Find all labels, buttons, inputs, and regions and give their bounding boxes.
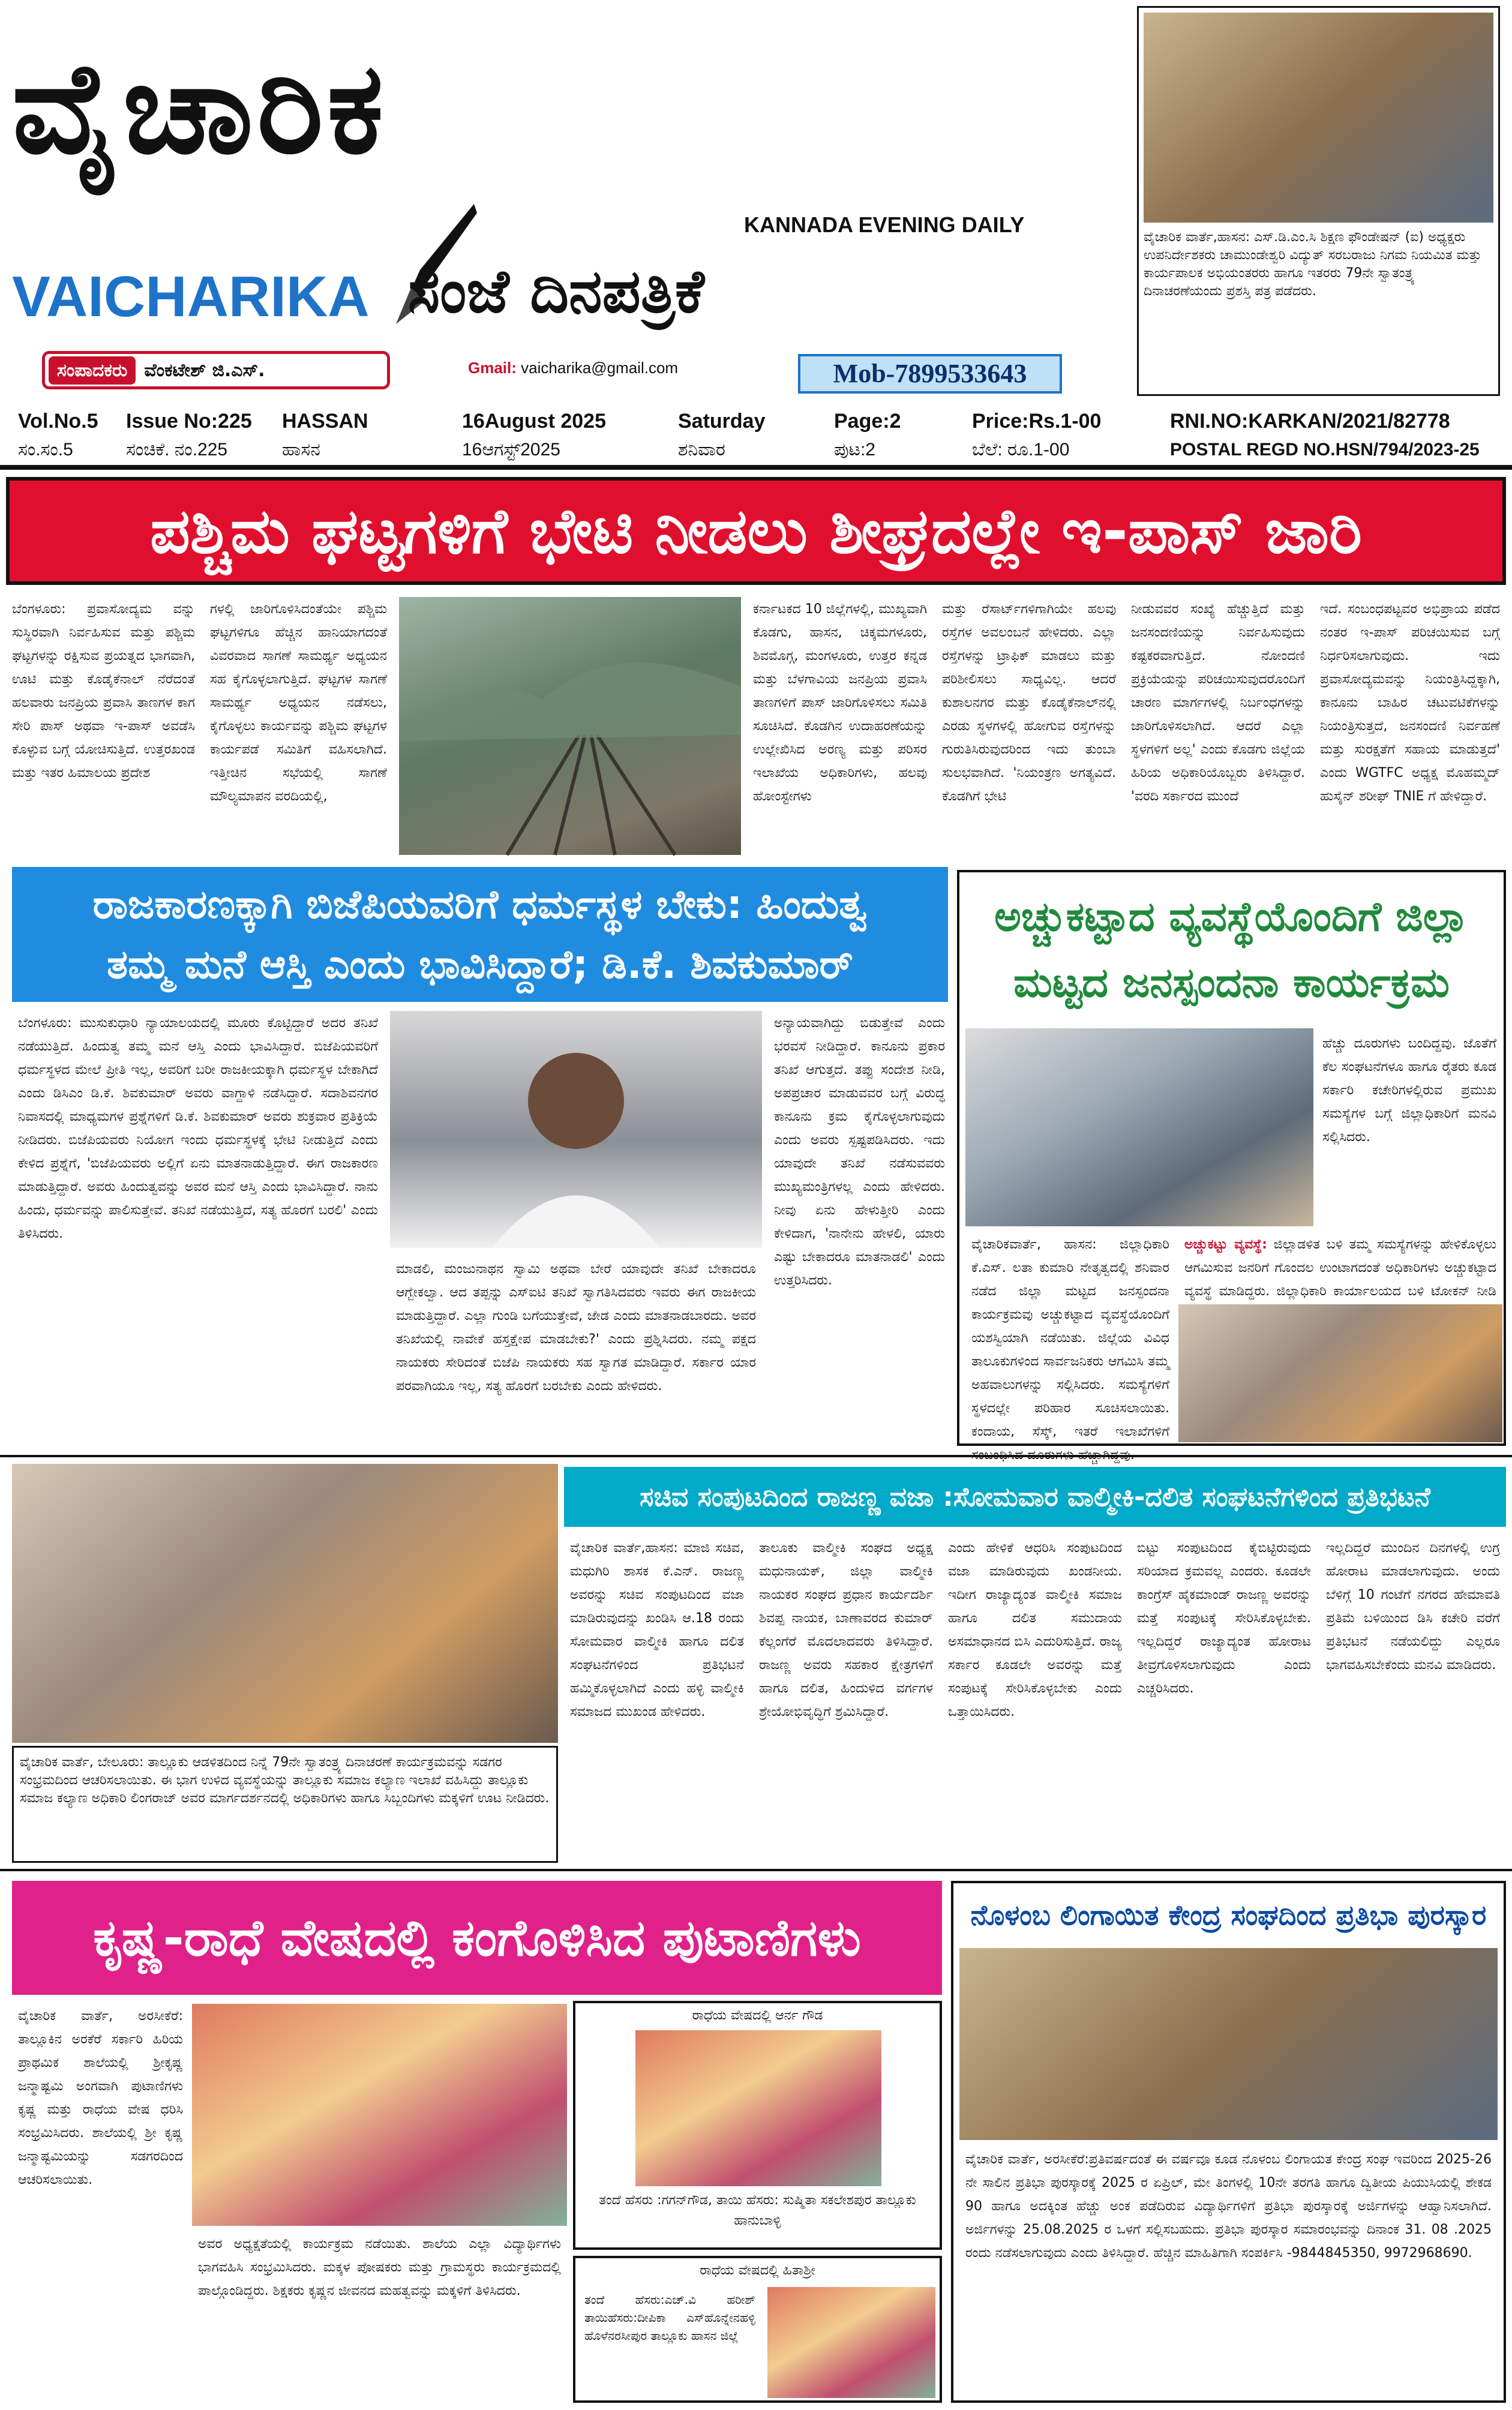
radha-photo2: [767, 2287, 935, 2398]
price-kn: ಬೆಲೆ: ರೂ.1-00: [972, 440, 1070, 460]
article3-body-lead: ವೈಚಾರಿಕವಾರ್ತೆ, ಹಾಸನ: ಜಿಲ್ಲಾಧಿಕಾರಿ ಕೆ.ಎಸ್. ಲತಾ ಕುಮಾರಿ ನೇತೃತ್ವದಲ್ಲಿ ಶನಿವಾರ ನಡೆದ ಜಿಲ್ಲಾ ಮಟ್ಟದ ಜನಸ್ಪಂದನಾ ಕಾರ್ಯಕ್ರಮವು ಅಚ್ಚುಕಟ್ಟಾದ ವ್ಯವಸ್ಥೆಯೊಂದಿಗೆ ಯಶಸ್ವಿಯಾಗಿ ನಡೆಯಿತು. ಜಿಲ್ಲೆಯ ವಿವಿಧ ತಾಲೂಕುಗಳಿಂದ ಸಾರ್ವಜನಿಕರು ಆಗಮಿಸಿ ತಮ್ಮ ಅಹವಾಲುಗಳನ್ನು ಸಲ್ಲಿಸಿದರು. ಸಮಸ್ಯೆಗಳಿಗೆ ಸ್ಥಳದಲ್ಲೇ ಪರಿಹಾರ ಸೂಚಿಸಲಾಯಿತು. ಕಂದಾಯ, ಸೆಸ್ಕ್, ಇತರೆ ಇಲಾಖೆಗಳಿಗೆ: [971, 1237, 1169, 1439]
jana-spandana-hall-photo: [965, 1028, 1313, 1226]
vol-no-kn: ಸಂ.ಸಂ.5: [18, 440, 73, 460]
tagline: KANNADA EVENING DAILY: [744, 212, 1025, 237]
issue-day-kn: ಶನಿವಾರ: [678, 440, 725, 460]
info-bar: [18, 408, 1494, 434]
article3-box: [957, 870, 1506, 1446]
article4-caption: ವೈಚಾರಿಕ ವಾರ್ತೆ, ಬೇಲೂರು: ತಾಲ್ಲೂಕು ಆಡಳಿತದಿಂದ ನಿನ್ನೆ 79ನೇ ಸ್ವಾತಂತ್ರ್ಯ ದಿನಾಚರಣೆ ಕಾರ್ಯಕ್ರಮವನ್ನು ಸಡಗರ ಸಂಭ್ರಮದಿಂದ ಆಚರಿಸಲಾಯಿತು. ಈ ಭಾಗ ಉಳಿದ ವ್ಯವಸ್ಥೆಯನ್ನು ತಾಲ್ಲೂಕು ಸಮಾಜ ಕಲ್ಯಾಣ ಇಲಾಖೆ ವಹಿಸಿದ್ದು ತಾಲ್ಲೂಕು ಸಮಾಜ ಕಲ್ಯಾಣ ಅಧಿಕಾರಿ ಲಿಂಗರಾಜ್ ಅವರ ಮಾರ್ಗದರ್ಶನದಲ್ಲಿ ಅಧಿಕಾರಿಗಳು ಹಾಗೂ ಸಿಬ್ಬಂದಿಗಳು ಮಕ್ಕಳಿಗೆ ಊಟ ನೀಡಿದರು.: [12, 1746, 558, 1863]
article5-headline-text: ಸಚಿವ ಸಂಪುಟದಿಂದ ರಾಜಣ್ಣ ವಜಾ :ಸೋಮವಾರ ವಾಲ್ಮೀಕಿ-ದಲಿತ ಸಂಘಟನೆಗಳಿಂದ ಪ್ರತಿಭಟನೆ: [640, 1481, 1430, 1512]
article1-headline: [6, 477, 1506, 585]
email-line: [468, 359, 756, 383]
article3-body-2: [1178, 1229, 1502, 1301]
award-meeting-photo: [959, 1948, 1498, 2140]
article5-col3: ಎಂದು ಹೇಳಿಕೆ ಆಧರಿಸಿ ಸಂಪುಟದಿಂದ ವಜಾ ಮಾಡಿರುವುದು ಖಂಡನೀಯ. ಇದೀಗ ರಾಜ್ಯಾದ್ಯಂತ ವಾಲ್ಮೀಕಿ ಸಮಾಜ ಹಾಗೂ ದಲಿತ ಸಮುದಾಯ ಅಸಮಾಧಾನದ ಬಿಸಿ ಎದುರಿಸುತ್ತಿದೆ. ರಾಜ್ಯ ಸರ್ಕಾರ ಕೂಡಲೇ ಅವರನ್ನು ಮತ್ತೆ ಸಂಪುಟಕ್ಕೆ ಸೇರಿಸಿಕೊಳ್ಳಬೇಕು ಎಂದು ಒತ್ತಾಯಿಸಿದರು.: [948, 1541, 1122, 1719]
issue-no: Issue No:225: [126, 410, 252, 433]
article6-headline-text: ಕೃಷ್ಣ-ರಾಧೆ ವೇಷದಲ್ಲಿ ಕಂಗೊಳಿಸಿದ ಪುಟಾಣಿಗಳು: [93, 1908, 861, 1967]
article2-headline-line2: ತಮ್ಮ ಮನೆ ಆಸ್ತಿ ಎಂದು ಭಾವಿಸಿದ್ದಾರೆ; ಡಿ.ಕೆ. ಶಿವಕುಮಾರ್: [107, 941, 853, 988]
article7-headline-text: ನೊಳಂಬ ಲಿಂಗಾಯಿತ ಕೇಂದ್ರ ಸಂಘದಿಂದ ಪ್ರತಿಭಾ ಪುರಸ್ಕಾರ: [970, 1899, 1487, 1931]
article5-headline: [564, 1467, 1506, 1527]
radha-photo2-caption: ರಾಧೆಯ ವೇಷದಲ್ಲಿ ಹಿತಾಶ್ರೀ: [700, 2263, 815, 2278]
price: Price:Rs.1-00: [972, 410, 1102, 433]
public-gathering-photo: [1178, 1304, 1502, 1442]
masthead-subtitle: ಸಂಜೆ ದಿನಪತ್ರಿಕೆ: [408, 256, 704, 326]
article6-headline: [12, 1881, 942, 1995]
editor-name: ವೆಂಕಟೇಶ್ ಜಿ.ಎಸ್.: [144, 359, 265, 381]
issue-date-kn: 16ಆಗಸ್ಟ್2025: [462, 440, 560, 460]
article3-body: [965, 1229, 1175, 1442]
city: HASSAN: [282, 410, 368, 433]
article7-headline: [958, 1888, 1499, 1943]
article1-col5: ನೀಡುವವರ ಸಂಖ್ಯೆ ಹೆಚ್ಚುತ್ತಿದೆ ಮತ್ತು ಜನಸಂದಣಿಯನ್ನು ನಿರ್ವಹಿಸುವುದು ಕಷ್ಟಕರವಾಗುತ್ತಿದೆ. ನೋಂದಣಿ ಪ್ರಕ್ರಿಯೆಯನ್ನು ಪರಿಚಯಿಸುವುದರೊಂದಿಗೆ ಚಾರಣ ಮಾರ್ಗಗಳಲ್ಲಿ ನಿರ್ಬಂಧಗಳನ್ನು ಜಾರಿಗೊಳಿಸಲಾಗಿದೆ. ಆದರೆ ಎಲ್ಲಾ ಸ್ಥಳಗಳಿಗೆ ಅಲ್ಲ' ಎಂದು ಕೊಡಗು ಜಿಲ್ಲೆಯ ಹಿರಿಯ ಅಧಿಕಾರಿಯೊಬ್ಬರು ತಿಳಿಸಿದ್ದಾರೆ. 'ವರದಿ ಸರ್ಕಾರದ ಮುಂದೆ: [1131, 602, 1305, 804]
lower-divider: [0, 1869, 1512, 1871]
info-bar-kannada: [18, 437, 1494, 463]
article3-side-text: ಹೆಚ್ಚು ದೂರುಗಳು ಬಂದಿದ್ದವು. ಜೊತೆಗೆ ಕೆಲ ಸಂಘಟನೆಗಳೂ ಹಾಗೂ ರೈತರು ಕೂಡ ಸರ್ಕಾರಿ ಕಚೇರಿಗಳಲ್ಲಿರುವ ಪ್ರಮುಖ ಸಮಸ್ಯೆಗಳ ಬಗ್ಗೆ ಜಿಲ್ಲಾಧಿಕಾರಿಗೆ ಮನವಿ ಸಲ್ಲಿಸಿದರು.: [1322, 1036, 1496, 1145]
dk-shivakumar-photo: [390, 1011, 762, 1248]
article5-col5: ಇಲ್ಲದಿದ್ದರೆ ಮುಂದಿನ ದಿನಗಳಲ್ಲಿ ಉಗ್ರ ಹೋರಾಟ ಮಾಡಲಾಗುವುದು. ಅಂದು ಬೆಳಿಗ್ಗೆ 10 ಗಂಟೆಗೆ ನಗರದ ಹೇಮಾವತಿ ಪ್ರತಿಮೆ ಬಳಿಯಿಂದ ಡಿಸಿ ಕಚೇರಿ ವರೆಗೆ ಪ್ರತಿಭಟನೆ ನಡೆಯಲಿದ್ದು ಎಲ್ಲರೂ ಭಾಗವಹಿಸಬೇಕೆಂದು ಮನವಿ ಮಾಡಿದರು.: [1326, 1541, 1500, 1673]
railway-mountain-photo: [399, 597, 741, 855]
page-no-kn: ಪುಟ:2: [834, 440, 876, 460]
article1-col2: ಗಳಲ್ಲಿ ಜಾರಿಗೊಳಿಸಿದಂತೆಯೇ ಪಶ್ಚಿಮ ಘಟ್ಟಗಳಿಗೂ ಹೆಚ್ಚಿನ ಹಾನಿಯಾಗದಂತೆ ವಿವರವಾದ ಸಾಗಣೆ ಸಾಮರ್ಥ್ಯ ಅಧ್ಯಯನ ಸಹ ಕೈಗೊಳ್ಳಲಾಗುತ್ತಿದೆ. ಘಟ್ಟಗಳ ಸಾಗಣೆ ಸಾಮರ್ಥ್ಯ ಅಧ್ಯಯನ ನಡೆಸಲು, ಕೈಗೊಳ್ಳಲು ಕಾರ್ಯವನ್ನು ಪಶ್ಚಿಮ ಘಟ್ಟಗಳ ಕಾರ್ಯಪಡೆ ಸಮಿತಿಗೆ ವಹಿಸಲಾಗಿದೆ. ಇತ್ತೀಚಿನ ಸಭೆಯಲ್ಲಿ ಸಾಗಣೆ ಮೌಲ್ಯಮಾಪನ ವರದಿಯಲ್ಲಿ,: [210, 602, 387, 804]
radha-photo1: [635, 2030, 881, 2186]
article1-col1: ಬೆಂಗಳೂರು: ಪ್ರವಾಸೋದ್ಯಮ ವನ್ನು ಸುಸ್ಥಿರವಾಗಿ ನಿರ್ವಹಿಸುವ ಮತ್ತು ಪಶ್ಚಿಮ ಘಟ್ಟಗಳನ್ನು ರಕ್ಷಿಸುವ ಪ್ರಯತ್ನದ ಭಾಗವಾಗಿ, ಊಟಿ ಮತ್ತು ಕೊಡೈಕೆನಾಲ್ ನೆರೆದಂತೆ ಹಲವಾರು ಜನಪ್ರಿಯ ಪ್ರವಾಸಿ ತಾಣಗಳ ಕಾಗ ಸೇರಿ ಪಾಸ್ ಅಥವಾ ಇ-ಪಾಸ್ ಅವಡೆಸಿ ಕೊಳ್ಳುವ ಬಗ್ಗೆ ಯೋಚಿಸುತ್ತಿದೆ. ಉತ್ತರಖಂಡ ಮತ್ತು ಇತರ ಹಿಮಾಲಯ ಪ್ರದೇಶ: [12, 602, 195, 781]
article3-headline-line2: ಮಟ್ಟದ ಜನಸ್ಪಂದನಾ ಕಾರ್ಯಕ್ರಮ: [1013, 959, 1450, 1007]
mobile-number: Mob-7899533643: [798, 354, 1062, 394]
article6-col1: ವೈಚಾರಿಕ ವಾರ್ತೆ, ಅರಸೀಕೆರೆ: ತಾಲ್ಲೂಕಿನ ಅರಕೆರೆ ಸರ್ಕಾರಿ ಹಿರಿಯ ಪ್ರಾಥಮಿಕ ಶಾಲೆಯಲ್ಲಿ ಶ್ರೀಕೃಷ್ಣ ಜನ್ಮಾಷ್ಟಮಿ ಅಂಗವಾಗಿ ಪುಟಾಣಿಗಳು ಕೃಷ್ಣ ಮತ್ತು ರಾಧೆಯ ವೇಷ ಧರಿಸಿ ಸಂಭ್ರಮಿಸಿದರು. ಶಾಲೆಯಲ್ಲಿ ಶ್ರೀ ಕೃಷ್ಣ ಜನ್ಮಾಷ್ಟಮಿಯನ್ನು ಸಡಗರದಿಂದ ಆಚರಿಸಲಾಯಿತು.: [18, 2009, 183, 2187]
middle-divider: [0, 1455, 1512, 1457]
issue-day: Saturday: [678, 410, 766, 433]
radha-photo1-box: [573, 2001, 942, 2250]
article1-col4: ಮತ್ತು ರೆಸಾರ್ಟ್‌ಗಳಿಗಾಗಿಯೇ ಹಲವು ರಸ್ತೆಗಳ ಅವಲಂಬನೆ ಹೇಳಿದರು. ಎಲ್ಲಾ ರಸ್ತೆಗಳನ್ನು ಟ್ರಾಫಿಕ್ ಮಾಡಲು ಮತ್ತು ಪರಿಶೀಲಿಸಲು ಸಾಧ್ಯವಿಲ್ಲ. ಆದರೆ ಕುಶಾಲನಗರ ಮತ್ತು ಕೊಡೈಕೆನಾಲ್‌ನಲ್ಲಿ ಎರಡು ಸ್ಥಳಗಳಲ್ಲಿ ಹೋಗುವ ರಸ್ತೆಗಳನ್ನು ಗುರುತಿಸಿರುವುದರಿಂದ ಇದು ತುಂಬಾ ಸುಲಭವಾಗಿದೆ. 'ನಿಯಂತ್ರಣ ಅಗತ್ಯವಿದೆ. ಕೊಡಗಿಗೆ ಭೇಟಿ: [942, 602, 1116, 804]
article1-col3: ಕರ್ನಾಟಕದ 10 ಜಿಲ್ಲೆಗಳಲ್ಲಿ, ಮುಖ್ಯವಾಗಿ ಕೊಡಗು, ಹಾಸನ, ಚಿಕ್ಕಮಗಳೂರು, ಶಿವಮೊಗ್ಗ, ಮಂಗಳೂರು, ಉತ್ತರ ಕನ್ನಡ ಮತ್ತು ಬೆಳಗಾವಿಯ ಜನಪ್ರಿಯ ಪ್ರವಾಸಿ ತಾಣಗಳಿಗೆ ಪಾಸ್ ಜಾರಿಗೊಳಿಸಲು ಸಮಿತಿ ಸೂಚಿಸಿದೆ. ಕೊಡಗಿನ ಉದಾಹರಣೆಯನ್ನು ಉಲ್ಲೇಖಿಸಿದ ಅರಣ್ಯ ಮತ್ತು ಪರಿಸರ ಇಲಾಖೆಯ ಅಧಿಕಾರಿಗಳು, ಹಲವು ಹೋಂಸ್ಟೇಗಳು: [753, 602, 927, 804]
editor-box: [42, 351, 390, 389]
postal-reg: POSTAL REGD NO.HSN/794/2023-25: [1170, 440, 1480, 460]
article2-col1: ಬೆಂಗಳೂರು: ಮುಸುಕುಧಾರಿ ನ್ಯಾಯಾಲಯದಲ್ಲಿ ಮೂರು ಕೊಟ್ಟಿದ್ದಾರೆ ಅದರ ತನಿಖೆ ನಡೆಯುತ್ತಿದೆ. ಹಿಂದುತ್ವ ತಮ್ಮ ಮನೆ ಆಸ್ತಿ ಎಂದು ಭಾವಿಸಿದ್ದಾರೆ. ಬಿಜೆಪಿಯವರಿಗೆ ಧರ್ಮಸ್ಥಳದ ಮೇಲೆ ಪ್ರೀತಿ ಇಲ್ಲ, ಅವರಿಗೆ ಬರೀ ರಾಜಕೀಯಕ್ಕಾಗಿ ಧರ್ಮಸ್ಥಳ ಬೇಕಾಗಿದೆ ಎಂದು ಡಿಸಿಎಂ ಡಿ.ಕೆ. ಶಿವಕುಮಾರ್ ಅವರು ವಾಗ್ದಾಳಿ ನಡೆಸಿದ್ದಾರೆ. ಸದಾಶಿವನಗರ ನಿವಾಸದಲ್ಲಿ ಮಾಧ್ಯಮಗಳ ಪ್ರಶ್ನೆಗಳಿಗೆ ಡಿ.ಕೆ. ಶಿವಕುಮಾರ್ ಅವರು ಶುಕ್ರವಾರ ಪ್ರತಿಕ್ರಿಯೆ ನೀಡಿದರು. ಬಿಜೆಪಿಯವರು ನಿಯೋಗ ಇಂದು ಧರ್ಮಸ್ಥಳಕ್ಕೆ ಭೇಟಿ ನೀಡುತ್ತಿದೆ ಎಂದು ಕೇಳಿದ ಪ್ರಶ್ನೆಗೆ, 'ಬಿಜೆಪಿಯವರು ಅಲ್ಲಿಗೆ ಏನು ಮಾತನಾಡುತ್ತಿದ್ದಾರೆ. ಈಗ ರಾಜಕಾರಣ ಮಾಡುತ್ತಿದ್ದಾರೆ. ಅವರು ಹಿಂದುತ್ವವನ್ನು ಅವರ ಮನೆ ಆಸ್ತಿ ಎಂದು ಭಾವಿಸಿದ್ದಾರೆ. ನಾನು ಹಿಂದು, ಧರ್ಮವನ್ನು ಪಾಲಿಸುತ್ತೇವೆ. ತನಿಖೆ ನಡೆಯುತ್ತಿದೆ, ಸತ್ಯ ಹೊರಗೆ ಬರಲಿ' ಎಂದು ತಿಳಿಸಿದರು.: [18, 1016, 378, 1241]
header-divider: [0, 465, 1512, 470]
person-silhouette: [390, 1011, 762, 1248]
top-right-box: [1137, 6, 1500, 396]
radha-photo1-caption: ರಾಧೆಯ ವೇಷದಲ್ಲಿ ಆರ್ನ ಗೌಡ: [692, 2008, 823, 2023]
city-kn: ಹಾಸನ: [282, 440, 320, 460]
radha-photo1-parents: ತಂದೆ ಹೆಸರು :ಗಗನ್‌ಗೌಡ, ತಾಯಿ ಹೆಸರು: ಸುಷ್ಮಿತಾ ಸಕಲೇಶಪುರ ತಾಲ್ಲೂಕು ಹಾನುಬಾಳ್ಳಿ: [599, 2193, 916, 2228]
article2-col2: ಮಾಡಲಿ, ಮಂಜುನಾಥನ ಸ್ವಾಮಿ ಅಥವಾ ಬೇರೆ ಯಾವುದೇ ತನಿಖೆ ಬೇಕಾದರೂ ಆಗ್ಬೇಕಲ್ವಾ. ಆದ ತಪ್ಪನ್ನು ಎಸ್‌ಐಟಿ ತನಿಖೆ ಸ್ವಾಗತಿಸಿದವರು ಇವರು ಈಗ ರಾಜಕೀಯ ಮಾಡುತ್ತಿದ್ದಾರೆ. ಎಲ್ಲಾ ಗುಂಡಿ ಬಗೆಯುತ್ತೇವೆ, ಜೇಡ ಎಂದು ಮಾತನಾಡಬಾರದು. ಅವರ ತನಿಖೆಯಲ್ಲಿ ನಾವೇಕೆ ಹಸ್ತಕ್ಷೇಪ ಮಾಡಬೇಕು?' ಎಂದು ಪ್ರಶ್ನಿಸಿದರು. ನಮ್ಮ ಪಕ್ಷದ ನಾಯಕರು ಸೇರಿದಂತೆ ಬಿಜೆಪಿ ನಾಯಕರು ಸಹ ಸ್ವಾಗತ ಮಾಡಿದ್ದಾರೆ. ಸರ್ಕಾರ ಯಾರ ಪರವಾಗಿಯೂ ಇಲ್ಲ, ಸತ್ಯ ಹೊರಗೆ ಬರಬೇಕು ಎಂದು ಹೇಳಿದರು.: [396, 1262, 756, 1394]
radha-photo2-parents: ತಂದೆ ಹೆಸರು:ಎಚ್.ವಿ ಹರೀಶ್ ತಾಯಿಹೆಸರು:ದೀಪಿಕಾ ಎಸ್‌ಹೊನ್ನೇನಹಳ್ಳಿ ಹೊಳೆನರಸೀಪುರ ತಾಲ್ಲೂಕು ಹಾಸನ ಜಿಲ್ಲೆ: [584, 2292, 755, 2343]
english-name: VAICHARIKA: [12, 265, 370, 329]
article3-headline: [965, 878, 1498, 1022]
article5-col4: ಬಿಟ್ಟು ಸಂಪುಟದಿಂದ ಕೈಬಿಟ್ಟಿರುವುದು ಸರಿಯಾದ ಕ್ರಮವಲ್ಲ ಎಂದರು. ಕೂಡಲೇ ಕಾಂಗ್ರೆಸ್ ಹೈಕಮಾಂಡ್ ರಾಜಣ್ಣ ಅವರನ್ನು ಮತ್ತೆ ಸಂಪುಟಕ್ಕೆ ಸೇರಿಸಿಕೊಳ್ಳಬೇಕು. ಇಲ್ಲದಿದ್ದರೆ ರಾಜ್ಯಾದ್ಯಂತ ಹೋರಾಟ ತೀವ್ರಗೊಳಿಸಲಾಗುವುದು ಎಂದು ಎಚ್ಚರಿಸಿದರು.: [1137, 1541, 1311, 1696]
article5-col1: ವೈಚಾರಿಕ ವಾರ್ತೆ,ಹಾಸನ: ಮಾಜಿ ಸಚಿವ, ಮಧುಗಿರಿ ಶಾಸಕ ಕೆ.ಎನ್. ರಾಜಣ್ಣ ಅವರನ್ನು ಸಚಿವ ಸಂಪುಟದಿಂದ ವಜಾ ಮಾಡಿರುವುದನ್ನು ಖಂಡಿಸಿ ಆ.18 ರಂದು ಸೋಮವಾರ ವಾಲ್ಮೀಕಿ ಹಾಗೂ ದಲಿತ ಸಂಘಟನೆಗಳಿಂದ ಪ್ರತಿಭಟನೆ ಹಮ್ಮಿಕೊಳ್ಳಲಾಗಿದೆ ಎಂದು ಹಳ್ಳಿ ವಾಲ್ಮೀಕಿ ಸಮಾಜದ ಮುಖಂಡ ಹೇಳಿದರು.: [570, 1541, 744, 1719]
gmail-address[interactable]: vaicharika@gmail.com: [521, 359, 679, 377]
article2-headline: [12, 867, 948, 1002]
independence-day-photo: [12, 1464, 558, 1743]
article3-highlight: ಅಚ್ಚುಕಟ್ಟು ವ್ಯವಸ್ಥೆ:: [1184, 1237, 1267, 1252]
article6-col2: ಅವರ ಅಧ್ಯಕ್ಷತೆಯಲ್ಲಿ ಕಾರ್ಯಕ್ರಮ ನಡೆಯಿತು. ಶಾಲೆಯ ಎಲ್ಲಾ ವಿದ್ಯಾರ್ಥಿಗಳು ಭಾಗವಹಿಸಿ ಸಂಭ್ರಮಿಸಿದರು. ಮಕ್ಕಳ ಪೋಷಕರು ಮತ್ತು ಗ್ರಾಮಸ್ಥರು ಕಾರ್ಯಕ್ರಮದಲ್ಲಿ ಪಾಲ್ಗೊಂಡಿದ್ದರು. ಶಿಕ್ಷಕರು ಕೃಷ್ಣನ ಜೀವನದ ಮಹತ್ವವನ್ನು ಮಕ್ಕಳಿಗೆ ತಿಳಿಸಿದರು.: [198, 2237, 561, 2298]
rni-no: RNI.NO:KARKAN/2021/82778: [1170, 410, 1450, 433]
page-no: Page:2: [834, 410, 901, 433]
issue-no-kn: ಸಂಚಿಕೆ. ನಂ.225: [126, 440, 228, 460]
top-right-caption: ವೈಚಾರಿಕ ವಾರ್ತೆ,ಹಾಸನ: ಎಸ್.ಡಿ.ಎಂ.ಸಿ ಶಿಕ್ಷಣ ಫೌಂಡೇಷನ್ (ಐ) ಅಧ್ಯಕ್ಷರು ಉಪನಿರ್ದೇಶಕರು ಚಾಮುಂಡೇಶ್ವರಿ ವಿದ್ಯುತ್ ಸರಬರಾಜು ನಿಗಮ ನಿಯಮಿತ ಮತ್ತು ಕಾರ್ಯಪಾಲಕ ಅಭಿಯಂತರರು ಹಾಗೂ ಇತರರು 79ನೇ ಸ್ವಾತಂತ್ರ್ಯ ದಿನಾಚರಣೆಯಂದು ಪ್ರಶಸ್ತಿ ಪತ್ರ ಪಡೆದರು.: [1144, 230, 1481, 299]
masthead-title: ವೈಚಾರಿಕ: [12, 34, 388, 182]
gmail-label: Gmail:: [468, 359, 517, 377]
article3-headline-line1: ಅಚ್ಚುಕಟ್ಟಾದ ವ್ಯವಸ್ಥೆಯೊಂದಿಗೆ ಜಿಲ್ಲಾ: [994, 893, 1469, 941]
issue-date: 16August 2025: [462, 410, 606, 433]
article1-headline-text: ಪಶ್ಚಿಮ ಘಟ್ಟಗಳಿಗೆ ಭೇಟಿ ನೀಡಲು ಶೀಘ್ರದಲ್ಲೇ ಇ-ಪಾಸ್ ಜಾರಿ: [150, 494, 1362, 568]
article7-box: [951, 1881, 1506, 2403]
radha-photo2-box: [573, 2256, 942, 2403]
article2-headline-line1: ರಾಜಕಾರಣಕ್ಕಾಗಿ ಬಿಜೆಪಿಯವರಿಗೆ ಧರ್ಮಸ್ಥಳ ಬೇಕು: ಹಿಂದುತ್ವ: [92, 881, 868, 928]
article5-col2: ತಾಲೂಕು ವಾಲ್ಮೀಕಿ ಸಂಘದ ಅಧ್ಯಕ್ಷ ಮಧುನಾಯಕ್, ಜಿಲ್ಲಾ ವಾಲ್ಮೀಕಿ ನಾಯಕರ ಸಂಘದ ಪ್ರಧಾನ ಕಾರ್ಯದರ್ಶಿ ಶಿವಪ್ಪ ನಾಯಕ, ಬಾಣಾವರದ ಕುಮಾರ್ ಕೆಲ್ಲಂಗೆರೆ ಮೊದಲಾದವರು ತಿಳಿಸಿದ್ದಾರೆ. ರಾಜಣ್ಣ ಅವರು ಸಹಕಾರ ಕ್ಷೇತ್ರಗಳಿಗೆ ಹಾಗೂ ದಲಿತ, ಹಿಂದುಳಿದ ವರ್ಗಗಳ ಶ್ರೇಯೋಭಿವೃದ್ಧಿಗೆ ಶ್ರಮಿಸಿದ್ದಾರೆ.: [759, 1541, 933, 1719]
rail-tracks-graphic: [399, 597, 741, 855]
krishna-radha-kids-photo: [192, 2004, 567, 2226]
article7-body: ವೈಚಾರಿಕ ವಾರ್ತೆ, ಅರಸೀಕೆರೆ:ಪ್ರತಿವರ್ಷದಂತೆ ಈ ವರ್ಷವೂ ಕೂಡ ನೊಳಂಬ ಲಿಂಗಾಯತ ಕೇಂದ್ರ ಸಂಘ ಇವರಿಂದ 2025-26 ನೇ ಸಾಲಿನ ಪ್ರತಿಭಾ ಪುರಸ್ಕಾರಕ್ಕೆ 2025 ರ ಏಪ್ರಿಲ್, ಮೇ ತಿಂಗಳಲ್ಲಿ 10ನೇ ತರಗತಿ ಹಾಗೂ ದ್ವಿತೀಯ ಪಿಯುಸಿಯಲ್ಲಿ ಶೇಕಡ 90 ಹಾಗೂ ಅದಕ್ಕಿಂತ ಹೆಚ್ಚು ಅಂಕ ಪಡೆದಿರುವ ವಿದ್ಯಾರ್ಥಿಗಳಿಗೆ ಪ್ರತಿಭಾ ಪುರಸ್ಕಾರಕ್ಕೆ ಅರ್ಜಿಗಳನ್ನು ಆಹ್ವಾನಿಸಲಾಗಿದೆ. ಅರ್ಜಿಗಳನ್ನು 25.08.2025 ರ ಒಳಗೆ ಸಲ್ಲಿಸಬಹುದು. ಪ್ರತಿಭಾ ಪುರಸ್ಕಾರ ಸಮಾರಂಭವನ್ನು ದಿನಾಂಕ 31. 08 .2025 ರಂದು ನಡೆಸಲಾಗುವುದು ಎಂದು ತಿಳಿಸಿದ್ದಾರೆ. ಹೆಚ್ಚಿನ ಮಾಹಿತಿಗಾಗಿ ಸಂಪರ್ಕಿಸಿ -9844845350, 9972968690.: [965, 2152, 1492, 2261]
article1-col6: ಇದೆ. ಸಂಬಂಧಪಟ್ಟವರ ಅಭಿಪ್ರಾಯ ಪಡೆದ ನಂತರ ಇ-ಪಾಸ್ ಪರಿಚಯಿಸುವ ಬಗ್ಗೆ ನಿರ್ಧರಿಸಲಾಗುವುದು. ಇದು ಪ್ರವಾಸೋದ್ಯಮವನ್ನು ನಿಯಂತ್ರಿಸಿದ್ದಕ್ಕಾಗಿ, ಕಾನೂನು ಬಾಹಿರ ಚಟುವಟಿಕೆಗಳನ್ನು ನಿಯಂತ್ರಿಸುತ್ತದೆ, ಜನಸಂದಣಿ ನಿರ್ವಹಣೆ ಮತ್ತು ಸುರಕ್ಷತೆಗೆ ಸಹಾಯ ಮಾಡುತ್ತದೆ' ಎಂದು WGTFC ಅಧ್ಯಕ್ಷ ಮೊಹಮ್ಮದ್ ಹುಸೈನ್ ಶರೀಫ್ TNIE ಗೆ ಹೇಳಿದ್ದಾರೆ.: [1320, 602, 1500, 804]
article3-body-more: ಜಿಲ್ಲಾಡಳಿತ ಬಳಿ ತಮ್ಮ ಸಮಸ್ಯೆಗಳನ್ನು ಹೇಳಿಕೊಳ್ಳಲು ಆಗಮಿಸುವ ಜನರಿಗೆ ಗೊಂದಲ ಉಂಟಾಗದಂತೆ ಅಧಿಕಾರಿಗಳು ಅಚ್ಚುಕಟ್ಟಾದ ವ್ಯವಸ್ಥೆ ಮಾಡಿದ್ದರು. ಜಿಲ್ಲಾಧಿಕಾರಿ ಕಾರ್ಯಾಲಯದ ಬಳಿ ಟೋಕನ್ ನೀಡಿ: [1184, 1237, 1496, 1299]
editor-label: ಸಂಪಾದಕರು: [49, 356, 136, 385]
award-photo: [1144, 13, 1493, 223]
vol-no: Vol.No.5: [18, 410, 98, 433]
article2-col3: ಅನ್ಯಾಯವಾಗಿದ್ದು ಬಿಡುತ್ತೇವೆ ಎಂದು ಭರವಸೆ ನೀಡಿದ್ದಾರೆ. ಕಾನೂನು ಪ್ರಕಾರ ತನಿಖೆ ಆಗುತ್ತದೆ. ತಪ್ಪು ಸಂದೇಶ ನೀಡಿ, ಅಪಪ್ರಚಾರ ಮಾಡುವವರ ಬಗ್ಗೆ ವಿರುದ್ಧ ಕಾನೂನು ಕ್ರಮ ಕೈಗೊಳ್ಳಲಾಗುವುದು ಎಂದು ಅವರು ಸ್ಪಷ್ಟಪಡಿಸಿದರು. ಇದು ಯಾವುದೇ ತನಿಖೆ ನಡೆಸುವವರು ಮುಖ್ಯಮಂತ್ರಿಗಳಲ್ಲ ಎಂದು ಹೇಳಿದರು. ನೀವು ಏನು ಹೇಳುತ್ತೀರಿ ಎಂದು ಕೇಳಿದಾಗ, 'ನಾನೇನು ಹೇಳಲಿ, ಯಾರು ಎಷ್ಟು ಬೇಕಾದರೂ ಮಾತನಾಡಲಿ' ಎಂದು ಉತ್ತರಿಸಿದರು.: [774, 1016, 945, 1288]
